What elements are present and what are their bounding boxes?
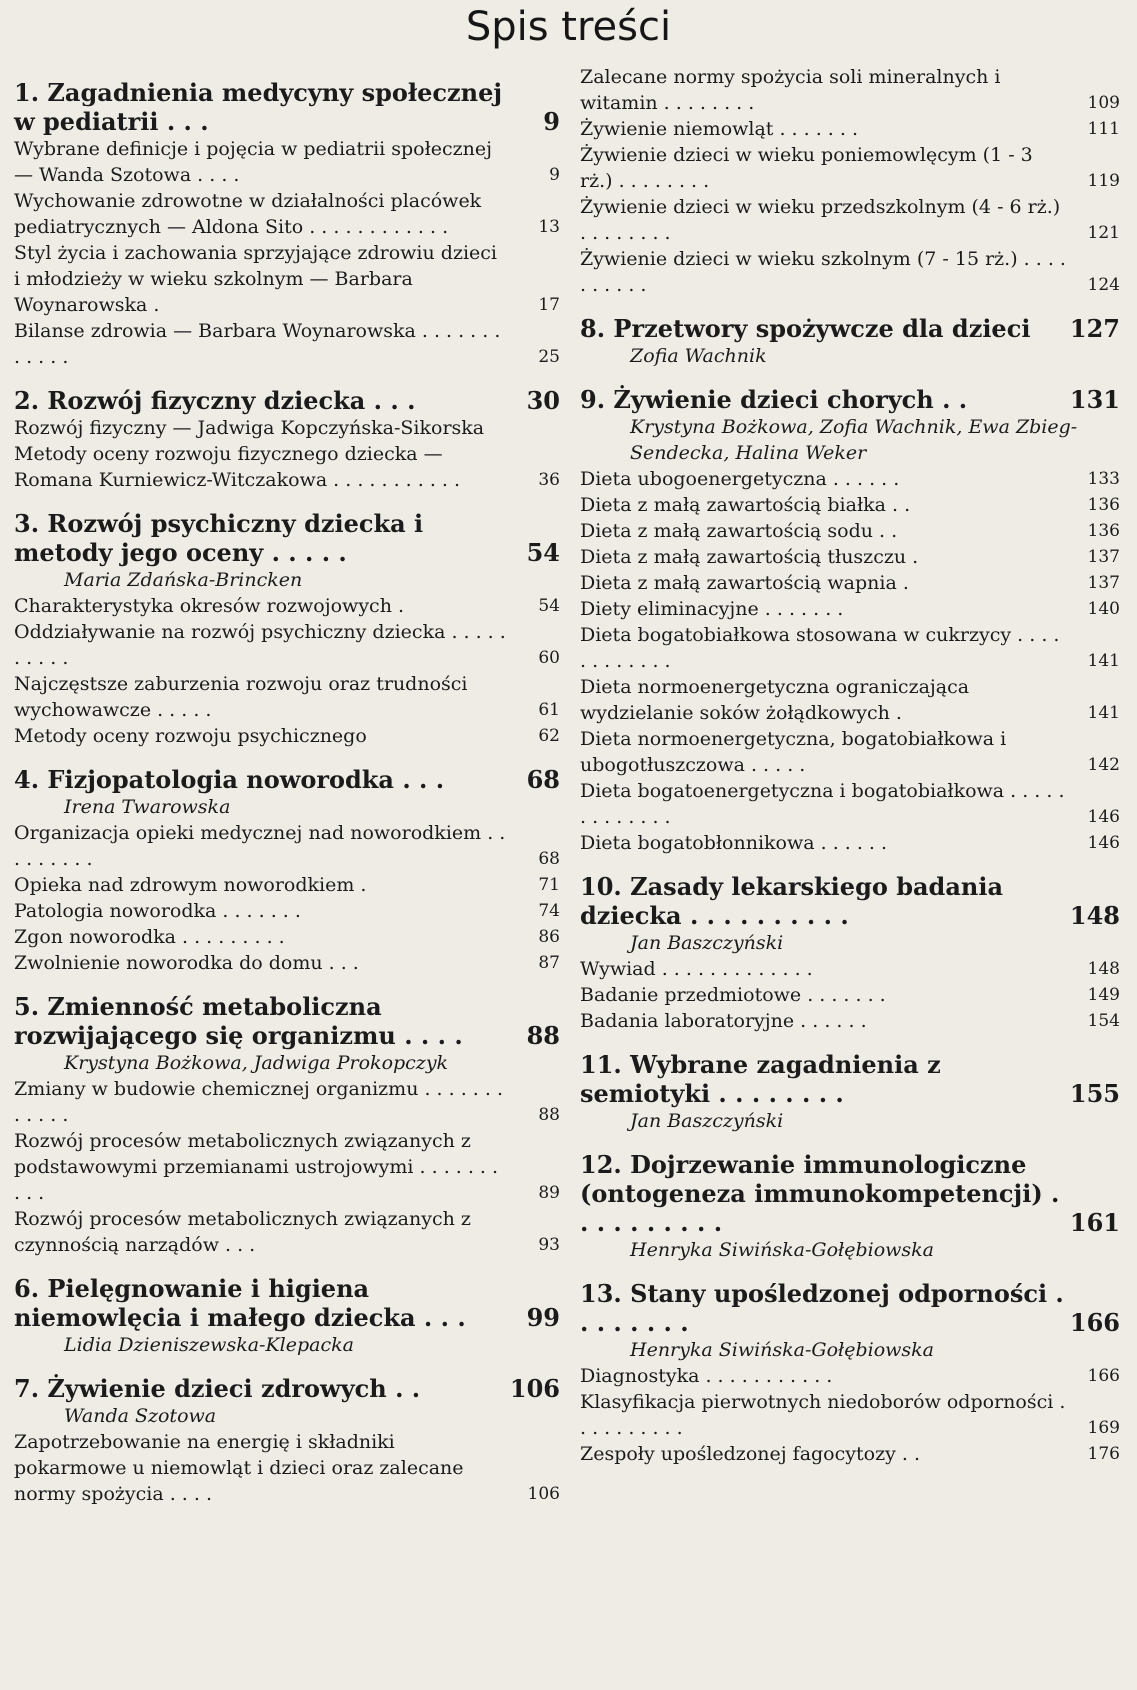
page-number: 88 [538, 1105, 560, 1125]
toc-entry [14, 820, 560, 872]
entry-title: Dieta z małą zawartością wapnia . [580, 572, 909, 594]
toc-author: Jan Baszczyński [630, 1110, 784, 1132]
toc-entry [14, 950, 560, 976]
page-number: 54 [526, 538, 560, 567]
toc-entry [580, 142, 1120, 194]
page-number: 9 [543, 107, 560, 136]
toc-entry [580, 622, 1120, 674]
toc-entry [14, 723, 560, 749]
entry-title: Dieta bogatobiałkowa stosowana w cukrzycy . . . . . . . . . . . . [580, 624, 1060, 672]
toc-entry [580, 726, 1120, 778]
toc-entry [14, 318, 560, 370]
entry-title: Żywienie dzieci w wieku poniemowlęcym (1 - 3 rż.) . . . . . . . . [580, 144, 1033, 192]
toc-entry [580, 570, 1120, 596]
toc-entry [580, 518, 1120, 544]
entry-title: Klasyfikacja pierwotnych niedoborów odporności . . . . . . . . . . [580, 1391, 1066, 1439]
chapter-title: 9. Żywienie dzieci chorych . . [580, 385, 968, 414]
toc-entry [14, 188, 560, 240]
toc-entry [14, 1206, 560, 1258]
page-number: 166 [1087, 1366, 1120, 1386]
toc-entry [580, 1363, 1120, 1389]
page-number: 155 [1069, 1079, 1120, 1108]
entry-title: Oddziaływanie na rozwój psychiczny dziecka . . . . . . . . . . [14, 621, 506, 669]
page-number: 61 [538, 700, 560, 720]
toc-entry [14, 415, 560, 441]
page-number: 109 [1087, 93, 1120, 113]
toc-entry [580, 956, 1120, 982]
page-number: 93 [538, 1235, 560, 1255]
toc-author: Lidia Dzieniszewska-Klepacka [64, 1334, 354, 1356]
page-number: 54 [538, 596, 560, 616]
page-number: 131 [1069, 385, 1120, 414]
page-number: 137 [1087, 573, 1120, 593]
page-number: 146 [1087, 833, 1120, 853]
toc-chapter [14, 1274, 560, 1332]
page-number: 154 [1087, 1011, 1120, 1031]
entry-title: Charakterystyka okresów rozwojowych . [14, 595, 405, 617]
page-number: 106 [527, 1484, 560, 1504]
toc-entry [14, 441, 560, 493]
entry-title: Diagnostyka . . . . . . . . . . . [580, 1365, 833, 1387]
entry-title: Opieka nad zdrowym noworodkiem . [14, 874, 367, 896]
toc-entry [580, 194, 1120, 246]
page-number: 137 [1087, 547, 1120, 567]
toc-chapter [14, 386, 560, 415]
toc-entry [14, 1076, 560, 1128]
toc-chapter [14, 765, 560, 794]
entry-title: Rozwój procesów metabolicznych związanych z czynnością narządów . . . [14, 1208, 471, 1256]
toc-entry [580, 246, 1120, 298]
entry-title: Żywienie niemowląt . . . . . . . [580, 118, 858, 140]
chapter-title: 3. Rozwój psychiczny dziecka i metody jego oceny . . . . . [14, 509, 424, 567]
page-number: 121 [1087, 223, 1120, 243]
toc-entry [580, 830, 1120, 856]
entry-title: Dieta normoenergetyczna ograniczająca wydzielanie soków żołądkowych . [580, 676, 970, 724]
entry-title: Zgon noworodka . . . . . . . . . [14, 926, 285, 948]
page-number: 17 [538, 295, 560, 315]
page-number: 106 [509, 1374, 560, 1403]
entry-title: Żywienie dzieci w wieku przedszkolnym (4 - 6 rż.) . . . . . . . . [580, 196, 1061, 244]
page-number: 68 [526, 765, 560, 794]
entry-title: Diety eliminacyjne . . . . . . . [580, 598, 844, 620]
toc-entry [14, 898, 560, 924]
chapter-title: 2. Rozwój fizyczny dziecka . . . [14, 386, 416, 415]
page-number: 146 [1087, 807, 1120, 827]
entry-title: Dieta normoenergetyczna, bogatobiałkowa i ubogotłuszczowa . . . . . [580, 728, 1007, 776]
page-number: 36 [538, 470, 560, 490]
toc-entry [580, 1389, 1120, 1441]
page-number: 166 [1069, 1308, 1120, 1337]
page-number: 136 [1087, 495, 1120, 515]
page-number: 176 [1087, 1444, 1120, 1464]
entry-title: Badanie przedmiotowe . . . . . . . [580, 984, 886, 1006]
entry-title: Zmiany w budowie chemicznej organizmu . . . . . . . . . . . . [14, 1078, 503, 1126]
toc-author: Henryka Siwińska-Gołębiowska [630, 1339, 934, 1361]
entry-title: Wybrane definicje i pojęcia w pediatrii społecznej — Wanda Szotowa . . . . [14, 138, 493, 186]
entry-title: Dieta ubogoenergetyczna . . . . . . [580, 468, 900, 490]
chapter-title: 7. Żywienie dzieci zdrowych . . [14, 1374, 421, 1403]
toc-entry [580, 64, 1120, 116]
page-number: 111 [1087, 119, 1120, 139]
chapter-title: 13. Stany upośledzonej odporności . . . . . . . . [580, 1279, 1064, 1337]
page-number: 148 [1087, 959, 1120, 979]
page-number: 60 [538, 648, 560, 668]
entry-title: Metody oceny rozwoju psychicznego [14, 725, 367, 747]
toc-entry [580, 1441, 1120, 1467]
page-number: 71 [538, 875, 560, 895]
entry-title: Styl życia i zachowania sprzyjające zdrowiu dzieci i młodzieży w wieku szkolnym — Barbara Woynarowska . [14, 242, 497, 316]
entry-title: Dieta z małą zawartością sodu . . [580, 520, 898, 542]
toc-entry [580, 116, 1120, 142]
toc-entry [580, 466, 1120, 492]
toc-entry [14, 240, 560, 318]
page-number: 136 [1087, 521, 1120, 541]
page-number: 149 [1087, 985, 1120, 1005]
entry-title: Zalecane normy spożycia soli mineralnych i witamin . . . . . . . . [580, 66, 1001, 114]
toc-entry [14, 924, 560, 950]
toc-chapter [14, 1374, 560, 1403]
entry-title: Dieta bogatobłonnikowa . . . . . . [580, 832, 888, 854]
entry-title: Metody oceny rozwoju fizycznego dziecka — Romana Kurniewicz-Witczakowa . . . . . . . . . . . [14, 443, 461, 491]
page-number: 161 [1069, 1208, 1120, 1237]
chapter-title: 8. Przetwory spożywcze dla dzieci [580, 314, 1031, 343]
toc-chapter [14, 78, 560, 136]
entry-title: Wywiad . . . . . . . . . . . . . [580, 958, 813, 980]
page-number: 62 [538, 726, 560, 746]
toc-entry [14, 619, 560, 671]
toc-author: Zofia Wachnik [630, 345, 767, 367]
entry-title: Bilanse zdrowia — Barbara Woynarowska . . . . . . . . . . . . [14, 320, 501, 368]
page-number: 9 [549, 165, 560, 185]
page-number: 169 [1087, 1418, 1120, 1438]
toc-chapter [14, 509, 560, 567]
entry-title: Dieta z małą zawartością tłuszczu . [580, 546, 919, 568]
entry-title: Organizacja opieki medycznej nad noworodkiem . . . . . . . . . [14, 822, 506, 870]
toc-chapter [14, 992, 560, 1050]
toc-entry [14, 1429, 560, 1507]
toc-entry [580, 492, 1120, 518]
toc-chapter [580, 385, 1120, 414]
page-number: 127 [1069, 314, 1120, 343]
toc-entry [14, 136, 560, 188]
chapter-title: 11. Wybrane zagadnienia z semiotyki . . . . . . . . [580, 1050, 941, 1108]
entry-title: Żywienie dzieci w wieku szkolnym (7 - 15 rż.) . . . . . . . . . . [580, 248, 1066, 296]
page-number: 25 [538, 347, 560, 367]
toc-entry [14, 593, 560, 619]
page-number: 68 [538, 849, 560, 869]
entry-title: Zespoły upośledzonej fagocytozy . . [580, 1443, 920, 1465]
toc-author: Jan Baszczyński [630, 932, 784, 954]
chapter-title: 12. Dojrzewanie immunologiczne (ontogeneza immunokompetencji) . . . . . . . . . . [580, 1150, 1060, 1237]
toc-entry [580, 674, 1120, 726]
entry-title: Patologia noworodka . . . . . . . [14, 900, 301, 922]
entry-title: Najczęstsze zaburzenia rozwoju oraz trudności wychowawcze . . . . . [14, 673, 468, 721]
toc-entry [14, 671, 560, 723]
page-number: 87 [538, 953, 560, 973]
page-number: 86 [538, 927, 560, 947]
entry-title: Zwolnienie noworodka do domu . . . [14, 952, 359, 974]
toc-author: Maria Zdańska-Brincken [64, 569, 303, 591]
entry-title: Dieta bogatoenergetyczna i bogatobiałkowa . . . . . . . . . . . . . [580, 780, 1065, 828]
entry-title: Zapotrzebowanie na energię i składniki pokarmowe u niemowląt i dzieci oraz zalecane normy spożycia . . . . [14, 1431, 464, 1505]
chapter-title: 10. Zasady lekarskiego badania dziecka . . . . . . . . . . [580, 872, 1003, 930]
toc-entry [580, 982, 1120, 1008]
page-number: 119 [1087, 171, 1120, 191]
toc-author: Wanda Szotowa [64, 1405, 217, 1427]
page-number: 141 [1087, 703, 1120, 723]
toc-entry [14, 1128, 560, 1206]
toc-author: Irena Twarowska [64, 796, 231, 818]
page-number: 89 [538, 1183, 560, 1203]
toc-entry [580, 778, 1120, 830]
chapter-title: 1. Zagadnienia medycyny społecznej w pediatrii . . . [14, 78, 503, 136]
page-title: Spis treści [465, 4, 672, 50]
page-number: 74 [538, 901, 560, 921]
toc-chapter [580, 1150, 1120, 1237]
entry-title: Rozwój fizyczny — Jadwiga Kopczyńska-Sikorska [14, 417, 485, 439]
page-number: 133 [1087, 469, 1120, 489]
chapter-title: 6. Pielęgnowanie i higiena niemowlęcia i małego dziecka . . . [14, 1274, 466, 1332]
toc-author: Henryka Siwińska-Gołębiowska [630, 1239, 934, 1261]
toc-chapter [580, 1279, 1120, 1337]
entry-title: Badania laboratoryjne . . . . . . [580, 1010, 867, 1032]
page-number: 141 [1087, 651, 1120, 671]
toc-entry [14, 872, 560, 898]
page-number: 148 [1069, 901, 1120, 930]
toc-entry [580, 1008, 1120, 1034]
page-number: 99 [526, 1303, 560, 1332]
page-number: 30 [526, 386, 560, 415]
page-number: 142 [1087, 755, 1120, 775]
toc-right-column [580, 64, 1120, 1467]
toc-author: Krystyna Bożkowa, Jadwiga Prokopczyk [64, 1052, 449, 1074]
page-number: 88 [526, 1021, 560, 1050]
entry-title: Wychowanie zdrowotne w działalności placówek pediatrycznych — Aldona Sito . . . . . . . . . . . . [14, 190, 482, 238]
toc-left-column [14, 64, 560, 1507]
toc-entry [580, 544, 1120, 570]
toc-chapter [580, 1050, 1120, 1108]
toc-author: Krystyna Bożkowa, Zofia Wachnik, Ewa Zbieg-Sendecka, Halina Weker [630, 416, 1078, 464]
chapter-title: 5. Zmienność metaboliczna rozwijającego się organizmu . . . . [14, 992, 463, 1050]
page-number: 140 [1087, 599, 1120, 619]
toc-chapter [580, 314, 1120, 343]
toc-chapter [580, 872, 1120, 930]
chapter-title: 4. Fizjopatologia noworodka . . . [14, 765, 445, 794]
entry-title: Rozwój procesów metabolicznych związanych z podstawowymi przemianami ustrojowymi . . . . . . . . . . [14, 1130, 499, 1204]
entry-title: Dieta z małą zawartością białka . . [580, 494, 911, 516]
toc-entry [580, 596, 1120, 622]
page-number: 13 [538, 217, 560, 237]
page-number: 124 [1087, 275, 1120, 295]
